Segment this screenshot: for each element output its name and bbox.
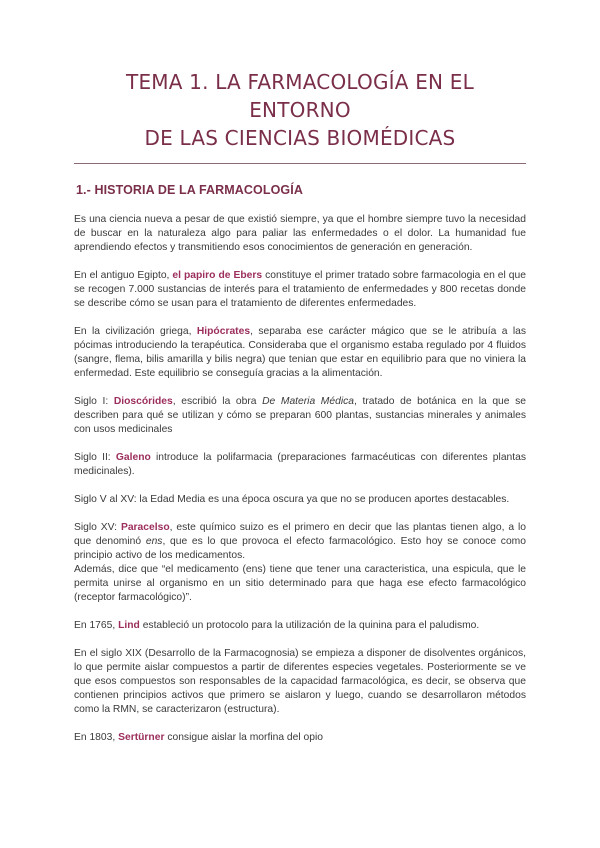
text: , escribió la obra — [172, 396, 263, 407]
text: consigue aislar la morfina del opio — [164, 732, 323, 743]
highlight-dioscorides: Dioscórides — [113, 396, 173, 407]
paragraph-grecia — [74, 325, 526, 381]
text: En el antiguo Egipto, — [74, 270, 173, 281]
text: constituye el primer tratado sobre farmacologia en el que se recogen 7.000 sustancias de interés para el tratamiento de enfermedades y 800 recetas donde se describe cómo se usan para el tratamiento de diferentes enfermedades. — [74, 270, 526, 309]
text: , tratado de botánica en la que se describen para qué se utilizan y cómo se preparan 600 plantas, sustancias minerales y animales con usos medicinales — [74, 396, 526, 435]
text: Siglo I: — [74, 396, 114, 407]
text: En la civilización griega, — [74, 326, 197, 337]
page-title — [74, 68, 526, 152]
section-heading: 1.- HISTORIA DE LA FARMACOLOGÍA — [76, 183, 303, 197]
paragraph-siglo-xv — [74, 521, 526, 605]
text: , este químico suizo es el primero en decir que las plantas tienen algo, a lo que denominó — [74, 522, 527, 547]
text: Siglo XV: — [74, 522, 121, 533]
text: estableció un protocolo para la utilización de la quinina para el paludismo. — [139, 620, 480, 631]
title-divider — [74, 163, 526, 164]
paragraph-siglo-xix: En el siglo XIX (Desarrollo de la Farmacognosia) se empieza a disponer de disolventes orgánicos, lo que permite aislar compuestos a partir de diferentes especies vegetales. Posteriormente se ve que esos compuestos son responsables de la capacidad farmacológica, es decir, se observa que contienen principios activos que primero se aislaron y luego, cuando se desarrollaron métodos como la RMN, se caracterizaron (estructura). — [74, 648, 526, 715]
paragraph-1765 — [74, 619, 526, 633]
italic-ens: ens — [145, 536, 163, 547]
text: Siglo II: — [74, 452, 116, 463]
text: , que es lo que provoca el efecto farmacológico. Esto hoy se conoce como principio activo de los medicamentos. — [74, 536, 526, 561]
highlight-serturner: Sertürner — [118, 732, 165, 743]
paragraph-intro: Es una ciencia nueva a pesar de que existió siempre, ya que el hombre siempre tuvo la necesidad de buscar en la naturaleza algo para paliar las enfermedades o el dolor. La humanidad fue aprendiendo efectos y transmitiendo esos conocimientos de generación en generación. — [74, 214, 526, 253]
italic-de-materia-medica: De Materia Médica — [262, 396, 354, 407]
highlight-lind: Lind — [118, 620, 140, 631]
text: , separaba ese carácter mágico que se le atribuía a las pócimas introduciendo la terapéutica. Consideraba que el organismo estaba regulado por 4 fluidos (sangre, flema, bilis amarilla y bilis negra) que tenian que estar en equilibrio para que no viniera la enfermedad. Este equilibrio se conseguía gracias a la alimentación. — [74, 326, 527, 379]
paragraph-egipto — [74, 269, 526, 311]
paragraph-1803 — [74, 731, 526, 745]
highlight-paracelso: Paracelso — [120, 522, 170, 533]
paragraph-edad-media: Siglo V al XV: la Edad Media es una época oscura ya que no se producen aportes destacables. — [74, 494, 510, 505]
text: Además, dice que “el medicamento (ens) tiene que tener una caracteristica, una espicula, que le permita unirse al organismo en un sitio determinado para que haga ese efecto farmacológico (receptor farmacológico)”. — [74, 564, 526, 603]
section-body — [74, 213, 526, 745]
paragraph-siglo-ii — [74, 451, 526, 479]
paragraph-siglo-i — [74, 395, 526, 437]
text: introduce la polifarmacia (preparaciones farmacéuticas con diferentes plantas medicinales). — [74, 452, 527, 477]
highlight-galeno: Galeno — [115, 452, 151, 463]
highlight-papiro-ebers: el papiro de Ebers — [172, 270, 263, 281]
text: En 1803, — [74, 732, 119, 743]
highlight-hipocrates: Hipócrates — [196, 326, 251, 337]
title-line-2: DE LAS CIENCIAS BIOMÉDICAS — [144, 126, 456, 150]
text: En 1765, — [74, 620, 119, 631]
title-line-1: TEMA 1. LA FARMACOLOGÍA EN EL ENTORNO — [126, 70, 474, 122]
